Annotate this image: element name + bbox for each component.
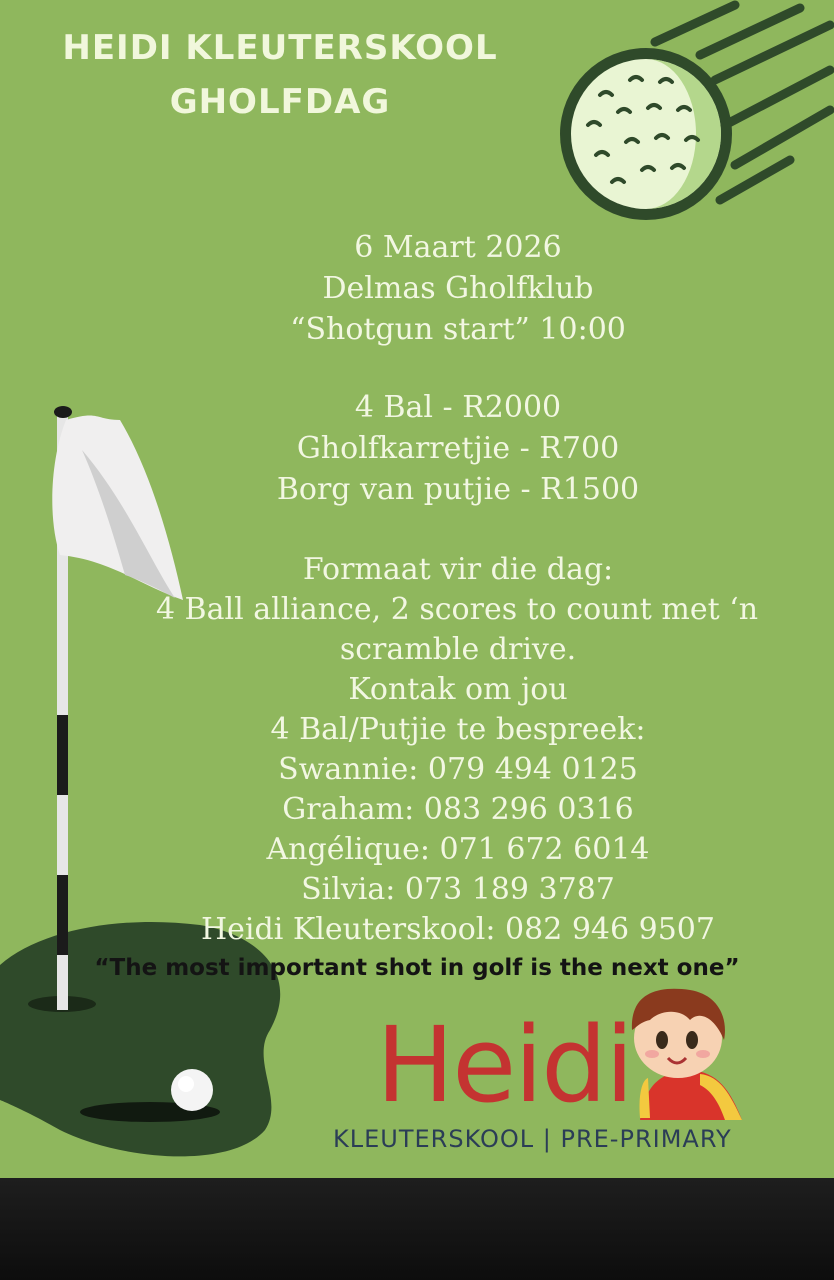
- girl-mascot-icon: [632, 989, 742, 1120]
- logo-heidi-word: Heidi: [376, 1004, 632, 1126]
- event-venue: Delmas Gholfklub: [322, 271, 594, 306]
- contact-line-2: 4 Bal/Putjie te bespreek:: [270, 712, 646, 747]
- bottom-bar: [0, 1178, 834, 1280]
- golf-quote: “The most important shot in golf is the next one”: [94, 955, 740, 981]
- logo-subtitle: KLEUTERSKOOL | PRE-PRIMARY: [333, 1125, 732, 1153]
- format-heading: Formaat vir die dag:: [302, 552, 614, 587]
- price-hole-sponsor: Borg van putjie - R1500: [276, 472, 640, 507]
- contact-heidi-kleuterskool: Heidi Kleuterskool: 082 946 9507: [201, 912, 715, 947]
- golf-ball-icon: [560, 48, 732, 220]
- format-line-1: 4 Ball alliance, 2 scores to count met ‘n: [155, 592, 759, 627]
- poster-title-line-2: GHOLFDAG: [169, 82, 391, 122]
- event-start-time: “Shotgun start” 10:00: [290, 312, 626, 347]
- event-date: 6 Maart 2026: [354, 230, 562, 265]
- contact-line-1: Kontak om jou: [348, 672, 568, 707]
- format-line-2: scramble drive.: [339, 632, 577, 667]
- poster-title-line-1: HEIDI KLEUTERSKOOL: [62, 28, 498, 68]
- contact-graham: Graham: 083 296 0316: [282, 792, 634, 827]
- price-four-ball: 4 Bal - R2000: [354, 390, 562, 425]
- contact-swannie: Swannie: 079 494 0125: [278, 752, 638, 787]
- contact-angelique: Angélique: 071 672 6014: [266, 832, 650, 867]
- contact-silvia: Silvia: 073 189 3787: [301, 872, 615, 907]
- price-cart: Gholfkarretjie - R700: [296, 431, 620, 466]
